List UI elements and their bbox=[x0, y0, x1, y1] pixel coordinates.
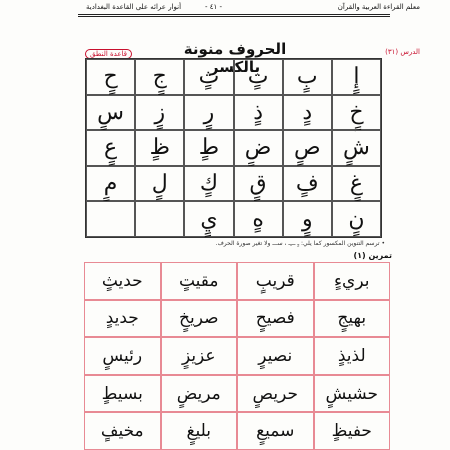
word-cell: حريصٍ bbox=[237, 375, 314, 413]
word-cell: بسيطٍ bbox=[84, 375, 161, 413]
letter-cell: مٍ bbox=[86, 166, 135, 202]
letter-cell: إٍ bbox=[332, 59, 381, 95]
word-cell: بليغٍ bbox=[161, 412, 238, 450]
letter-cell: ذٍ bbox=[234, 95, 283, 131]
letter-cell: يٍ bbox=[184, 201, 233, 237]
header-rule bbox=[78, 14, 390, 15]
word-cell: فصيحٍ bbox=[237, 300, 314, 338]
word-cell: بريءٍ bbox=[314, 262, 391, 300]
word-cell: سميعٍ bbox=[237, 412, 314, 450]
letter-cell: قٍ bbox=[234, 166, 283, 202]
header-rule-2 bbox=[78, 16, 390, 17]
letter-cell: وٍ bbox=[283, 201, 332, 237]
letter-cell: غٍ bbox=[332, 166, 381, 202]
letter-cell: نٍ bbox=[332, 201, 381, 237]
word-cell: مريضٍ bbox=[161, 375, 238, 413]
letter-cell: زٍ bbox=[135, 95, 184, 131]
exercise-label: تمرين (١) bbox=[353, 251, 392, 260]
word-cell: بهيجٍ bbox=[314, 300, 391, 338]
letter-cell: بٍ bbox=[283, 59, 332, 95]
word-cell: حفيظٍ bbox=[314, 412, 391, 450]
words-grid bbox=[84, 262, 390, 450]
page-number: - ٤١ - bbox=[205, 3, 223, 11]
letter-cell: شٍ bbox=[332, 130, 381, 166]
word-cell: حديثٍ bbox=[84, 262, 161, 300]
letter-cell bbox=[135, 201, 184, 237]
word-cell: لذيذٍ bbox=[314, 337, 391, 375]
word-cell: عزيزٍ bbox=[161, 337, 238, 375]
letter-cell: كٍ bbox=[184, 166, 233, 202]
letter-cell: ثٍ bbox=[184, 59, 233, 95]
tanween-note: • ترسم التنوين المكسور كما يلي: ـٍ ـــِـ ، ســـ ولا تغير صورة الحرف. bbox=[215, 240, 385, 247]
letter-cell: طٍ bbox=[184, 130, 233, 166]
letter-cell: هٍ bbox=[234, 201, 283, 237]
letter-cell: رٍ bbox=[184, 95, 233, 131]
word-cell: جديدٍ bbox=[84, 300, 161, 338]
letter-cell: خٍ bbox=[332, 95, 381, 131]
letter-cell: ظٍ bbox=[135, 130, 184, 166]
word-cell: قريبٍ bbox=[237, 262, 314, 300]
word-cell: نصيرٍ bbox=[237, 337, 314, 375]
letter-cell: سٍ bbox=[86, 95, 135, 131]
subtitle-header: أنوار عرائه على القاعدة البغدادية bbox=[86, 3, 182, 11]
word-cell: صريخٍ bbox=[161, 300, 238, 338]
letter-cell: تٍ bbox=[234, 59, 283, 95]
letter-cell: لٍ bbox=[135, 166, 184, 202]
letter-cell: جٍ bbox=[135, 59, 184, 95]
letter-cell: فٍ bbox=[283, 166, 332, 202]
rule-label: قاعدة النطق bbox=[85, 49, 132, 59]
word-cell: حشيشٍ bbox=[314, 375, 391, 413]
word-cell: مقيتٍ bbox=[161, 262, 238, 300]
word-cell: رئيسٍ bbox=[84, 337, 161, 375]
lesson-label: الدرس (٣١) bbox=[385, 48, 420, 56]
page-title: الحروف منونة بالكسر bbox=[183, 40, 287, 76]
letter-cell: دٍ bbox=[283, 95, 332, 131]
book-title-header: معلم القراءة العربية والقرآن bbox=[337, 3, 420, 11]
letter-cell: حٍ bbox=[86, 59, 135, 95]
letter-cell: صٍ bbox=[283, 130, 332, 166]
word-cell: مخيفٍ bbox=[84, 412, 161, 450]
letters-grid bbox=[85, 58, 382, 238]
letter-cell: عٍ bbox=[86, 130, 135, 166]
letter-cell: ضٍ bbox=[234, 130, 283, 166]
letter-cell bbox=[86, 201, 135, 237]
